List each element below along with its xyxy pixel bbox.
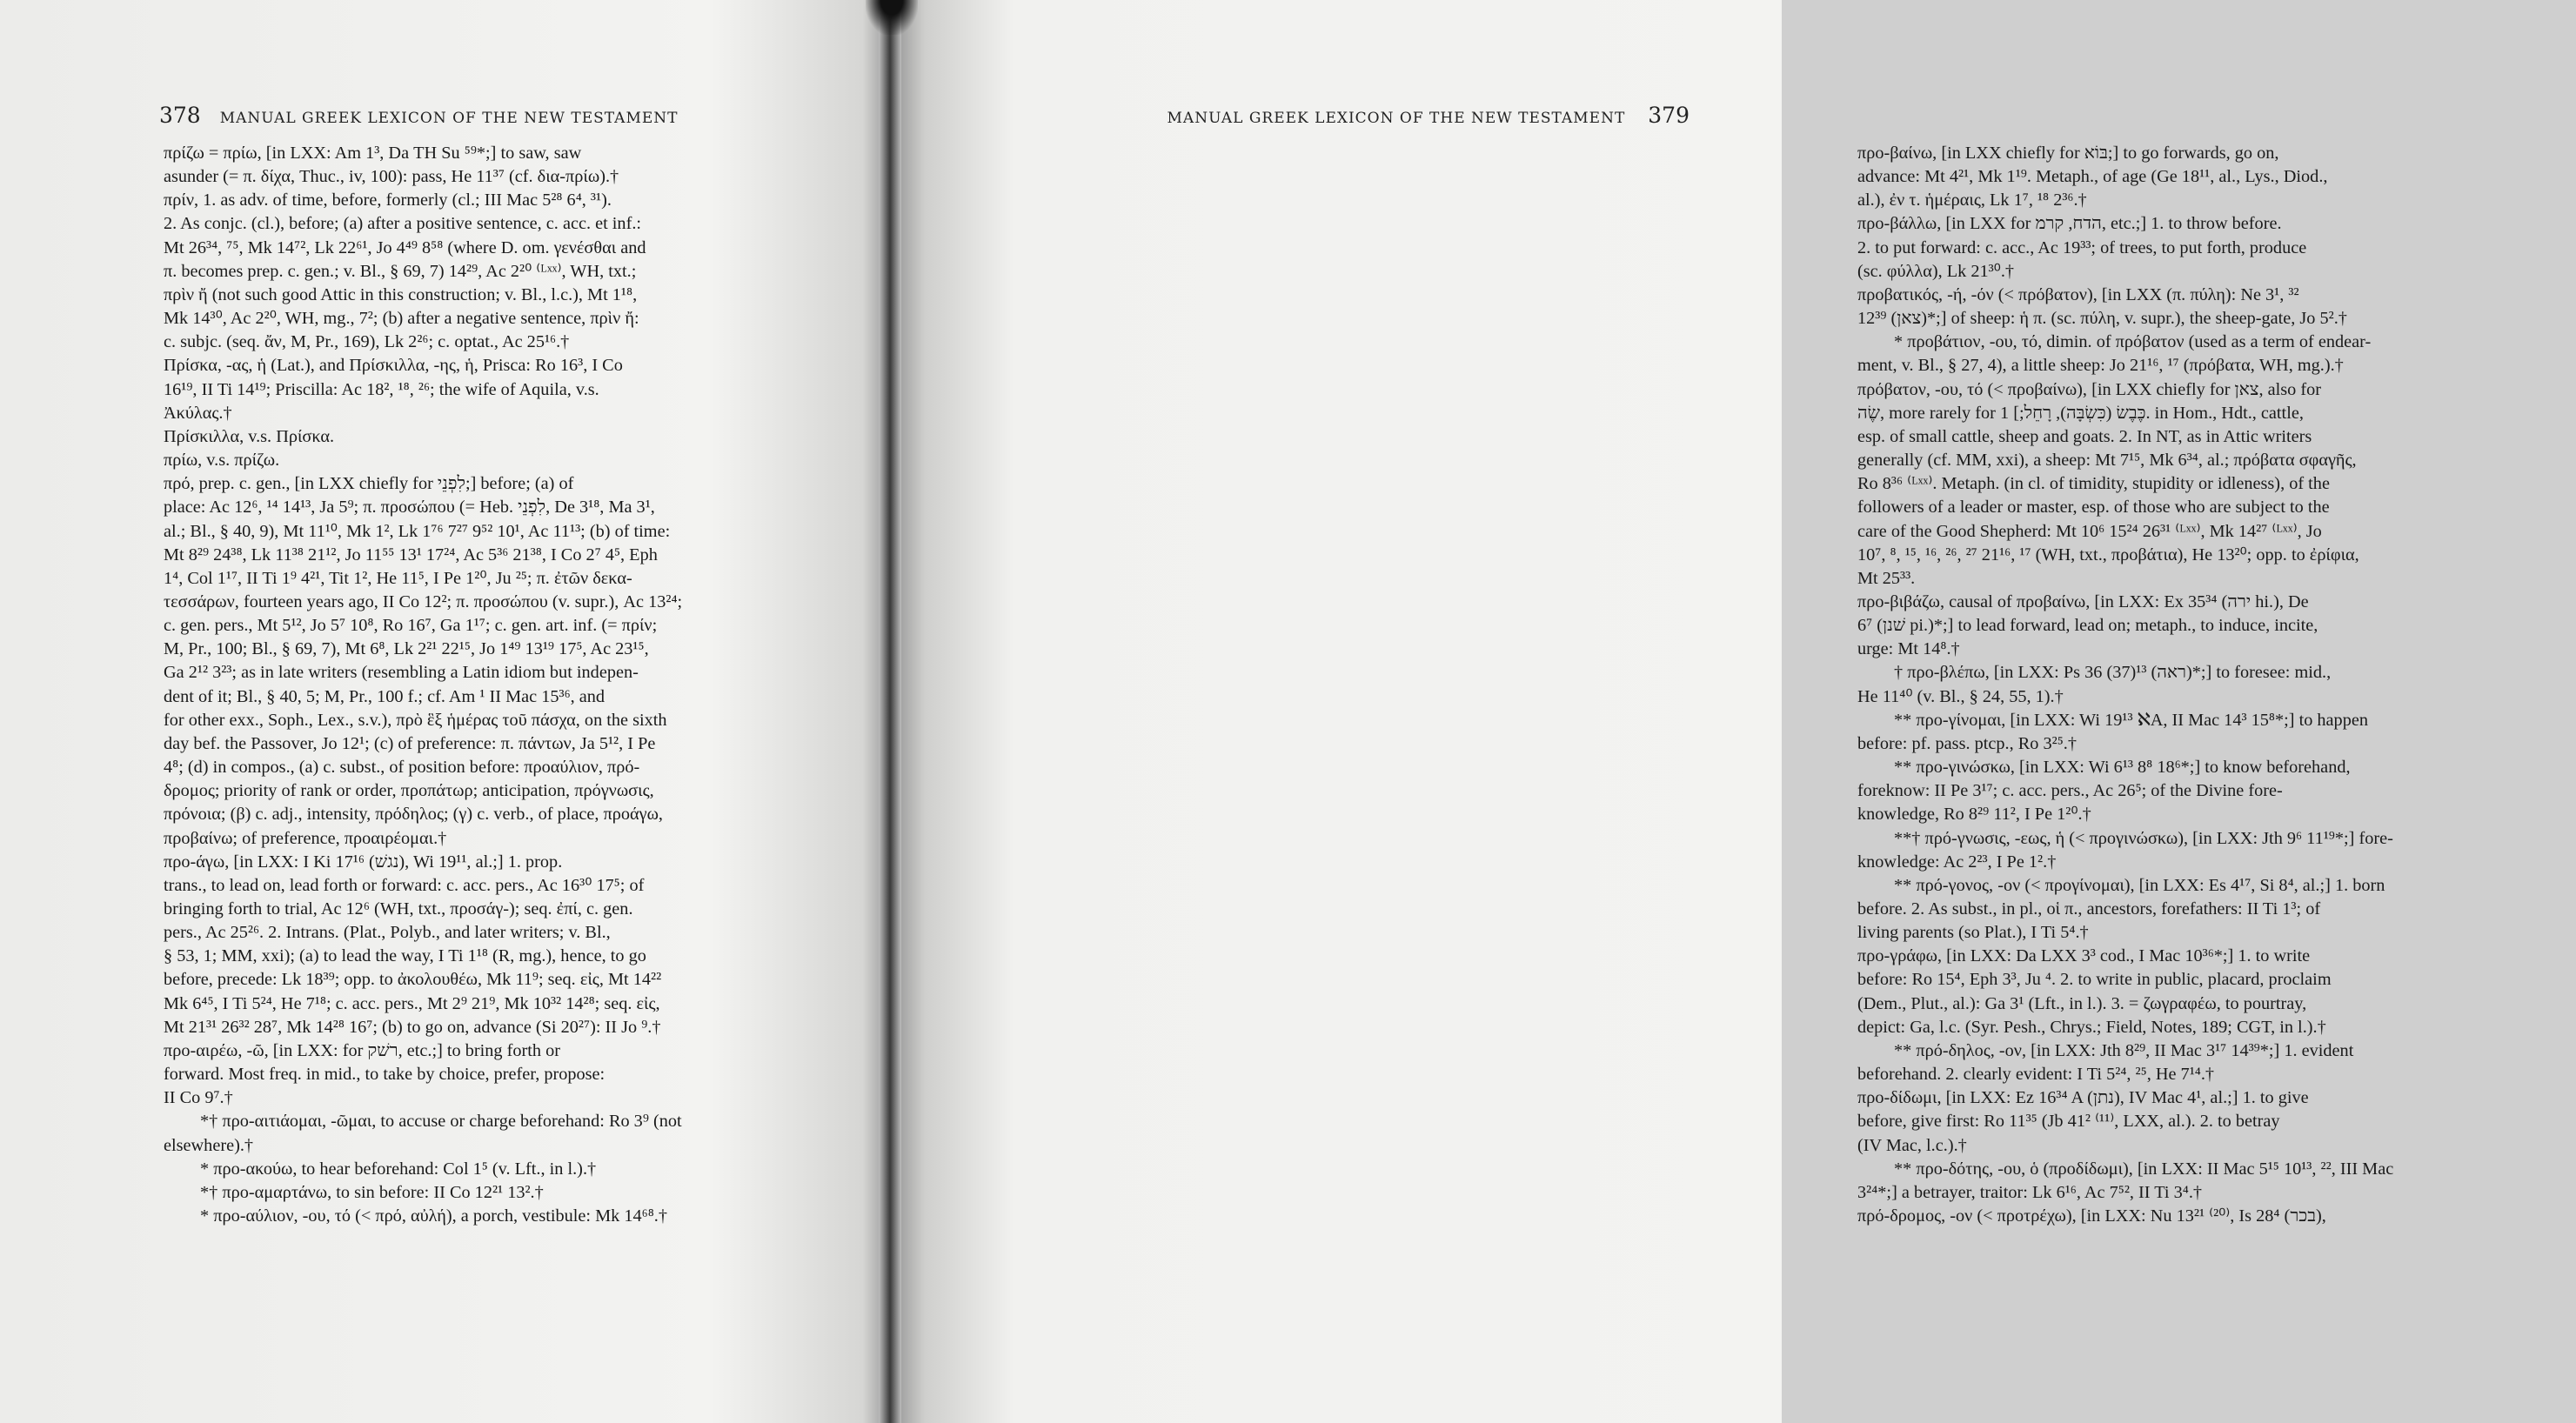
- lexicon-line: 4⁸; (d) in compos., (a) c. subst., of position before: προαύλιον, πρό-: [164, 758, 640, 778]
- lexicon-line: M, Pr., 100; Bl., § 69, 7), Mt 6⁸, Lk 2²¹ 22¹⁵, Jo 1⁴⁹ 13¹⁹ 17⁵, Ac 23¹⁵,: [164, 639, 649, 659]
- lexicon-line: (Dem., Plut., al.): Ga 3¹ (Lft., in l.). 3. = ζωγραφέω, to pourtray,: [1857, 993, 2307, 1013]
- lexicon-line: προ-βιβάζω, causal of προβαίνω, [in LXX: Ex 35³⁴ (ירה hi.), De: [1857, 591, 2309, 611]
- lexicon-line: πρὶν ἤ (not such good Attic in this construction; v. Bl., l.c.), Mt 1¹⁸,: [164, 284, 638, 304]
- lexicon-line: living parents (so Plat.), I Ti 5⁴.†: [1857, 923, 2089, 943]
- lexicon-line: **† πρό-γνωσις, -εως, ἡ (< προγινώσκω), [in LXX: Jth 9⁶ 11¹⁹*;] fore-: [1894, 828, 2393, 848]
- lexicon-line: πρίζω = πρίω, [in LXX: Am 1³, Da ΤΗ Su ⁵⁹*;] to saw, saw: [164, 144, 582, 163]
- lexicon-line: προ-γράφω, [in LXX: Da LXX 3³ cod., I Mac 10³⁶*;] 1. to write: [1857, 946, 2311, 966]
- lexicon-line: 3²⁴*;] a betrayer, traitor: Lk 6¹⁶, Ac 7⁵², II Ti 3⁴.†: [1857, 1182, 2203, 1202]
- lexicon-line: 1⁴, Col 1¹⁷, II Ti 1⁹ 4²¹, Tit 1², He 11⁵, I Pe 1²⁰, Ju ²⁵; π. ἐτῶν δεκα-: [164, 568, 632, 588]
- right-page-number: 379: [1648, 103, 1689, 128]
- left-running-header: [159, 103, 678, 128]
- lexicon-line: bringing forth to trial, Ac 12⁶ (WH, txt., προσάγ-); seq. ἐπί, c. gen.: [164, 899, 633, 919]
- lexicon-line: care of the Good Shepherd: Mt 10⁶ 15²⁴ 26³¹ ⁽ᴸˣˣ⁾, Mk 14²⁷ ⁽ᴸˣˣ⁾, Jo: [1857, 521, 2322, 541]
- right-running-header: [1168, 103, 1689, 128]
- lexicon-line: before. 2. As subst., in pl., οἱ π., ancestors, forefathers: II Ti 1³; of: [1857, 899, 2321, 919]
- lexicon-line: π. becomes prep. c. gen.; v. Bl., § 69, 7) 14²⁹, Ac 2²⁰ ⁽ᴸˣˣ⁾, WH, txt.;: [164, 261, 637, 281]
- lexicon-line: before: Ro 15⁴, Eph 3³, Ju ⁴. 2. to write in public, placard, proclaim: [1857, 970, 2332, 990]
- lexicon-line: Πρίσκιλλα, v.s. Πρίσκα.: [164, 426, 335, 446]
- lexicon-line: knowledge, Ro 8²⁹ 11², I Pe 1²⁰.†: [1857, 805, 2091, 825]
- left-page: [0, 0, 889, 1423]
- lexicon-line: προ-βαίνω, [in LXX chiefly for בּוֹא;] to go forwards, go on,: [1857, 144, 2279, 163]
- lexicon-line: before, precede: Lk 18³⁹; opp. to ἀκολουθέω, Mk 11⁹; seq. εἰς, Mt 14²²: [164, 970, 662, 990]
- right-page: [889, 0, 2394, 1423]
- lexicon-line: * προ-αύλιον, -ου, τό (< πρό, αὐλή), a porch, vestibule: Mk 14⁶⁸.†: [200, 1206, 667, 1226]
- lexicon-line: He 11⁴⁰ (v. Bl., § 24, 55, 1).†: [1857, 686, 2064, 706]
- lexicon-line: generally (cf. MM, xxi), a sheep: Mt 7¹⁵, Mk 6³⁴, al.; πρόβατα σφαγῆς,: [1857, 451, 2357, 471]
- lexicon-line: ment, v. Bl., § 27, 4), a little sheep: Jo 21¹⁶, ¹⁷ (πρόβατα, WH, mg.).†: [1857, 356, 2344, 376]
- lexicon-line: Mt 21³¹ 26³² 28⁷, Mk 14²⁸ 16⁷; (b) to go on, advance (Si 20²⁷): II Jo ⁹.†: [164, 1017, 661, 1037]
- lexicon-line: § 53, 1; MM, xxi); (a) to lead the way, I Ti 1¹⁸ (R, mg.), hence, to go: [164, 946, 646, 966]
- lexicon-line: Πρίσκα, -ας, ἡ (Lat.), and Πρίσκιλλα, -ης, ἡ, Prisca: Ro 16³, I Co: [164, 356, 623, 376]
- lexicon-line: προ-άγω, [in LXX: I Ki 17¹⁶ (נגשׁ), Wi 19¹¹, al.;] 1. prop.: [164, 852, 563, 872]
- lexicon-line: trans., to lead on, lead forth or forward: c. acc. pers., Ac 16³⁰ 17⁵; of: [164, 875, 645, 895]
- lexicon-line: 16¹⁹, II Ti 14¹⁹; Priscilla: Ac 18², ¹⁸, ²⁶; the wife of Aquila, v.s.: [164, 379, 599, 399]
- lexicon-line: place: Ac 12⁶, ¹⁴ 14¹³, Ja 5⁹; π. προσώπου (= Heb. לִפְנֵי, De 3¹⁸, Ma 3¹,: [164, 498, 655, 518]
- lexicon-line: Ἀκύλας.†: [164, 403, 232, 423]
- lexicon-line: elsewhere).†: [164, 1135, 254, 1155]
- lexicon-line: forward. Most freq. in mid., to take by choice, prefer, propose:: [164, 1065, 606, 1085]
- lexicon-line: depict: Ga, l.c. (Syr. Pesh., Chrys.; Field, Notes, 189; CGT, in l.).†: [1857, 1017, 2326, 1037]
- lexicon-line: προ-δίδωμι, [in LXX: Ez 16³⁴ A (נתן), IV Mac 4¹, al.;] 1. to give: [1857, 1088, 2309, 1108]
- lexicon-line: asunder (= π. δίχα, Thuc., iv, 100): pass, He 11³⁷ (cf. δια-πρίω).†: [164, 167, 619, 187]
- lexicon-line: before: pf. pass. ptcp., Ro 3²⁵.†: [1857, 733, 2077, 753]
- lexicon-line: πρίω, v.s. πρίζω.: [164, 451, 280, 471]
- lexicon-line: *† προ-αιτιάομαι, -ῶμαι, to accuse or charge beforehand: Ro 3⁹ (not: [200, 1112, 682, 1132]
- right-running-head: MANUAL GREEK LEXICON OF THE NEW TESTAMENT: [1167, 110, 1626, 127]
- lexicon-line: Ro 8³⁶ ⁽ᴸˣˣ⁾. Metaph. (in cl. of timidity, stupidity or idleness), of the: [1857, 474, 2330, 494]
- lexicon-line: προβαίνω; of preference, προαιρέομαι.†: [164, 828, 447, 848]
- lexicon-line: שֶׂה, more rarely for כֶּבֶשׂ (כִּשְׂבָּה), רָחֵל;] 1. in Hom., Hdt., cattle,: [1857, 403, 2304, 423]
- binding-shadow: [866, 0, 918, 35]
- lexicon-line: *† προ-αμαρτάνω, to sin before: II Co 12²¹ 13².†: [200, 1182, 544, 1202]
- lexicon-line: ** προ-γίνομαι, [in LXX: Wi 19¹³ ℵA, II Mac 14³ 15⁸*;] to happen: [1894, 710, 2368, 730]
- lexicon-line: knowledge: Ac 2²³, I Pe 1².†: [1857, 852, 2057, 872]
- lexicon-line: 2. As conjc. (cl.), before; (a) after a positive sentence, c. acc. et inf.:: [164, 214, 642, 234]
- lexicon-line: (sc. φύλλα), Lk 21³⁰.†: [1857, 261, 2015, 281]
- lexicon-line: urge: Mt 14⁸.†: [1857, 639, 1960, 659]
- book-gutter: [879, 0, 901, 1423]
- lexicon-line: τεσσάρων, fourteen years ago, II Co 12²; π. προσώπου (v. supr.), Ac 13²⁴;: [164, 591, 683, 611]
- left-lexicon-column: [164, 142, 833, 1228]
- lexicon-line: II Co 9⁷.†: [164, 1088, 233, 1108]
- lexicon-line: προ-αιρέω, -ῶ, [in LXX: for רשׁק, etc.;] to bring forth or: [164, 1040, 561, 1060]
- lexicon-line: * προ-ακούω, to hear beforehand: Col 1⁵ (v. Lft., in l.).†: [200, 1159, 597, 1179]
- lexicon-line: Mk 6⁴⁵, I Ti 5²⁴, He 7¹⁸; c. acc. pers., Mt 2⁹ 21⁹, Mk 10³² 14²⁸; seq. εἰς,: [164, 993, 660, 1013]
- lexicon-line: Mk 14³⁰, Ac 2²⁰, WH, mg., 7²; (b) after a negative sentence, πρὶν ἤ:: [164, 309, 639, 329]
- left-page-number: 378: [159, 103, 201, 128]
- lexicon-line: δρομος; priority of rank or order, προπάτωρ; anticipation, πρόγνωσις,: [164, 781, 654, 801]
- lexicon-line: 6⁷ (שׁנן pi.)*;] to lead forward, lead on; metaph., to induce, incite,: [1857, 616, 2318, 636]
- lexicon-line: ** προ-δότης, -ου, ὁ (προδίδωμι), [in LXX: II Mac 5¹⁵ 10¹³, ²², III Mac: [1894, 1159, 2394, 1179]
- lexicon-line: day bef. the Passover, Jo 12¹; (c) of preference: π. πάντων, Ja 5¹², I Pe: [164, 733, 656, 753]
- lexicon-line: πρίν, 1. as adv. of time, before, formerly (cl.; III Mac 5²⁸ 6⁴, ³¹).: [164, 190, 612, 210]
- lexicon-line: al.), ἐν τ. ἡμέραις, Lk 1⁷, ¹⁸ 2³⁶.†: [1857, 190, 2087, 210]
- lexicon-line: προβατικός, -ή, -όν (< πρόβατον), [in LXX (π. πύλη): Ne 3¹, ³²: [1857, 284, 2299, 304]
- right-lexicon-column: [1857, 142, 2576, 1228]
- lexicon-line: πρόβατον, -ου, τό (< προβαίνω), [in LXX chiefly for צאן, also for: [1857, 379, 2322, 399]
- lexicon-line: followers of a leader or master, esp. of those who are subject to the: [1857, 498, 2330, 518]
- lexicon-line: esp. of small cattle, sheep and goats. 2. In NT, as in Attic writers: [1857, 426, 2312, 446]
- lexicon-line: † προ-βλέπω, [in LXX: Ps 36 (37)¹³ (ראה)*;] to foresee: mid.,: [1894, 663, 2332, 683]
- lexicon-line: * προβάτιον, -ου, τό, dimin. of πρόβατον (used as a term of endear-: [1894, 332, 2372, 352]
- lexicon-line: c. subjc. (seq. ἄν, M, Pr., 169), Lk 2²⁶; c. optat., Ac 25¹⁶.†: [164, 332, 570, 352]
- lexicon-line: c. gen. pers., Mt 5¹², Jo 5⁷ 10⁸, Ro 16⁷, Ga 1¹⁷; c. gen. art. inf. (= πρίν;: [164, 616, 658, 636]
- lexicon-line: pers., Ac 25²⁶. 2. Intrans. (Plat., Polyb., and later writers; v. Bl.,: [164, 923, 611, 943]
- lexicon-line: Mt 26³⁴, ⁷⁵, Mk 14⁷², Lk 22⁶¹, Jo 4⁴⁹ 8⁵⁸ (where D. om. γενέσθαι and: [164, 237, 646, 257]
- lexicon-line: 12³⁹ (צאן)*;] of sheep: ἡ π. (sc. πύλη, v. supr.), the sheep-gate, Jo 5².†: [1857, 309, 2347, 329]
- lexicon-line: πρόνοια; (β) c. adj., intensity, πρόδηλος; (γ) c. verb., of place, προάγω,: [164, 805, 664, 825]
- lexicon-line: πρό, prep. c. gen., [in LXX chiefly for לִפְנֵי;] before; (a) of: [164, 474, 574, 494]
- left-running-head: MANUAL GREEK LEXICON OF THE NEW TESTAMENT: [219, 110, 679, 127]
- lexicon-line: al.; Bl., § 40, 9), Mt 11¹⁰, Mk 1², Lk 1⁷⁶ 7²⁷ 9⁵² 10¹, Ac 11¹³; (b) of time:: [164, 521, 671, 541]
- lexicon-line: (IV Mac, l.c.).†: [1857, 1135, 1967, 1155]
- lexicon-line: προ-βάλλω, [in LXX for הדח, קרמ, etc.;] 1. to throw before.: [1857, 214, 2282, 234]
- lexicon-line: 10⁷, ⁸, ¹⁵, ¹⁶, ²⁶, ²⁷ 21¹⁶, ¹⁷ (WH, txt., προβάτια), He 13²⁰; opp. to ἐρίφια,: [1857, 544, 2359, 565]
- lexicon-line: πρό-δρομος, -ον (< προτρέχω), [in LXX: Nu 13²¹ ⁽²⁰⁾, Is 28⁴ (בכר),: [1857, 1206, 2326, 1226]
- lexicon-line: beforehand. 2. clearly evident: I Ti 5²⁴, ²⁵, He 7¹⁴.†: [1857, 1065, 2215, 1085]
- lexicon-line: dent of it; Bl., § 40, 5; M, Pr., 100 f.; cf. Am ¹ II Mac 15³⁶, and: [164, 686, 606, 706]
- lexicon-line: advance: Mt 4²¹, Mk 1¹⁹. Metaph., of age (Ge 18¹¹, al., Lys., Diod.,: [1857, 167, 2328, 187]
- lexicon-line: Mt 8²⁹ 24³⁸, Lk 11³⁸ 21¹², Jo 11⁵⁵ 13¹ 17²⁴, Ac 5³⁶ 21³⁸, I Co 2⁷ 4⁵, Eph: [164, 544, 658, 565]
- lexicon-line: ** πρό-δηλος, -ον, [in LXX: Jth 8²⁹, II Mac 3¹⁷ 14³⁹*;] 1. evident: [1894, 1040, 2354, 1060]
- lexicon-line: Mt 25³³.: [1857, 568, 1916, 588]
- lexicon-line: ** προ-γινώσκω, [in LXX: Wi 6¹³ 8⁸ 18⁶*;] to know beforehand,: [1894, 758, 2351, 778]
- lexicon-line: before, give first: Ro 11³⁵ (Jb 41² ⁽¹¹⁾, LXX, al.). 2. to betray: [1857, 1112, 2280, 1132]
- lexicon-line: 2. to put forward: c. acc., Ac 19³³; of trees, to put forth, produce: [1857, 237, 2307, 257]
- lexicon-line: ** πρό-γονος, -ον (< προγίνομαι), [in LXX: Es 4¹⁷, Si 8⁴, al.;] 1. born: [1894, 875, 2385, 895]
- lexicon-line: foreknow: II Pe 3¹⁷; c. acc. pers., Ac 26⁵; of the Divine fore-: [1857, 781, 2283, 801]
- lexicon-line: Ga 2¹² 3²³; as in late writers (resembling a Latin idiom but indepen-: [164, 663, 639, 683]
- lexicon-line: for other exx., Soph., Lex., s.v.), πρὸ ἓξ ἡμέρας τοῦ πάσχα, on the sixth: [164, 710, 667, 730]
